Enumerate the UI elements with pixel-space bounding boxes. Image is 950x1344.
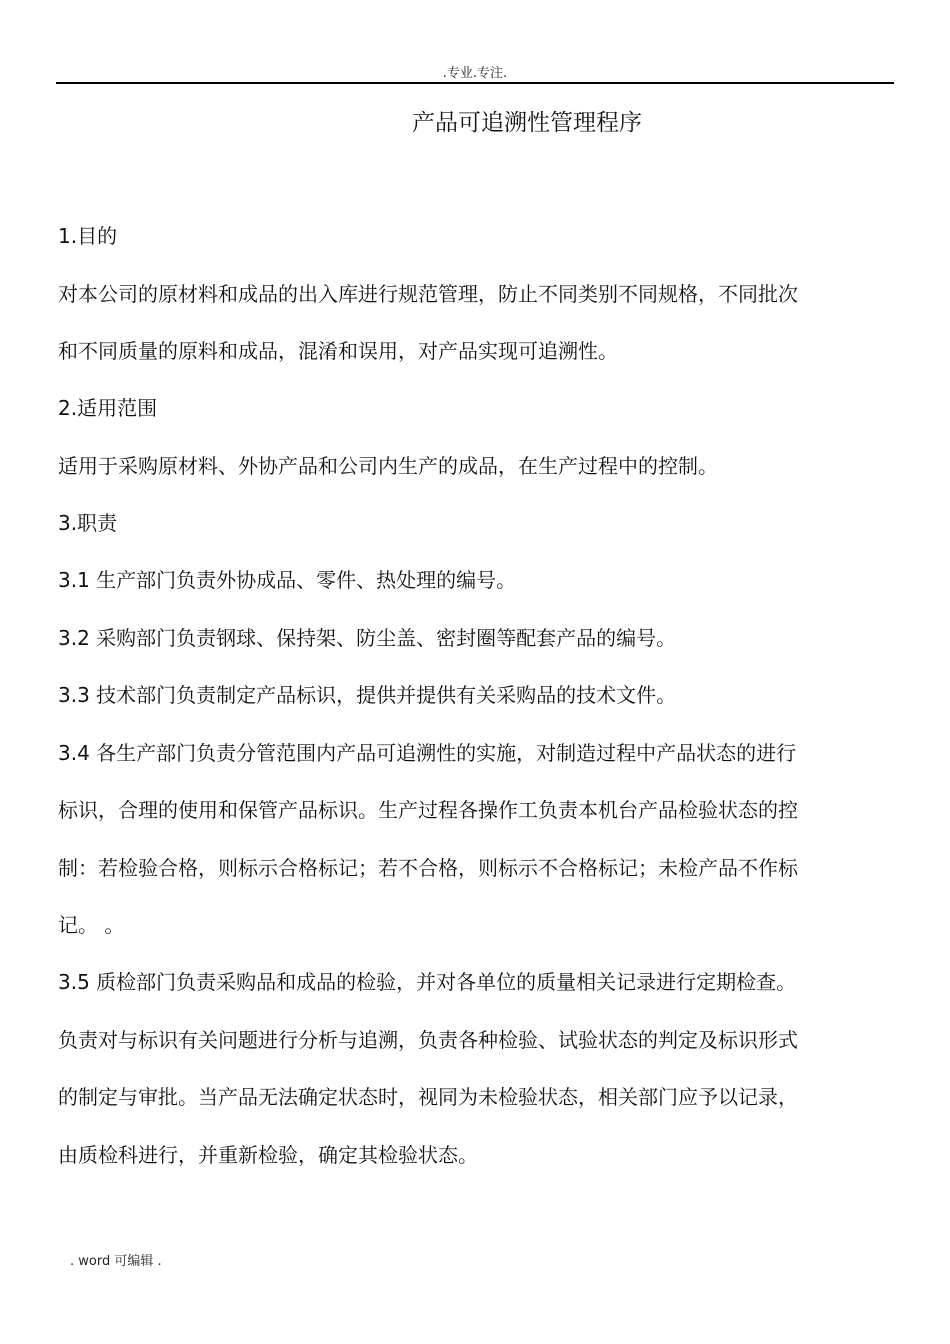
paragraph-line: 适用于采购原材料、外协产品和公司内生产的成品，在生产过程中的控制。: [58, 454, 718, 478]
section-heading-duties: 3.职责: [58, 511, 118, 535]
page-footer-text: . word 可编辑 .: [70, 1254, 162, 1269]
paragraph-line: 记。 。: [58, 913, 125, 937]
paragraph-line: 负责对与标识有关问题进行分析与追溯，负责各种检验、试验状态的判定及标识形式: [58, 1028, 798, 1052]
paragraph-line: 3.4 各生产部门负责分管范围内产品可追溯性的实施，对制造过程中产品状态的进行: [58, 741, 797, 765]
paragraph-line: 制：若检验合格，则标示合格标记；若不合格，则标示不合格标记；未检产品不作标: [58, 856, 798, 880]
header-divider: [56, 82, 894, 84]
paragraph-line: 3.3 技术部门负责制定产品标识，提供并提供有关采购品的技术文件。: [58, 683, 677, 707]
page-header-text: .专业.专注.: [442, 66, 508, 81]
section-heading-scope: 2.适用范围: [58, 396, 158, 420]
paragraph-line: 3.2 采购部门负责钢球、保持架、防尘盖、密封圈等配套产品的编号。: [58, 626, 677, 650]
paragraph-line: 的制定与审批。当产品无法确定状态时，视同为未检验状态，相关部门应予以记录，: [58, 1085, 798, 1109]
section-heading-purpose: 1.目的: [58, 224, 118, 248]
paragraph-line: 3.5 质检部门负责采购品和成品的检验，并对各单位的质量相关记录进行定期检查。: [58, 970, 797, 994]
paragraph-line: 3.1 生产部门负责外协成品、零件、热处理的编号。: [58, 568, 517, 592]
paragraph-line: 对本公司的原材料和成品的出入库进行规范管理，防止不同类别不同规格，不同批次: [58, 282, 798, 306]
paragraph-line: 和不同质量的原料和成品，混淆和误用，对产品实现可追溯性。: [58, 339, 618, 363]
paragraph-line: 标识，合理的使用和保管产品标识。生产过程各操作工负责本机台产品检验状态的控: [58, 798, 798, 822]
document-title: 产品可追溯性管理程序: [412, 110, 642, 136]
paragraph-line: 由质检科进行，并重新检验，确定其检验状态。: [58, 1143, 478, 1167]
